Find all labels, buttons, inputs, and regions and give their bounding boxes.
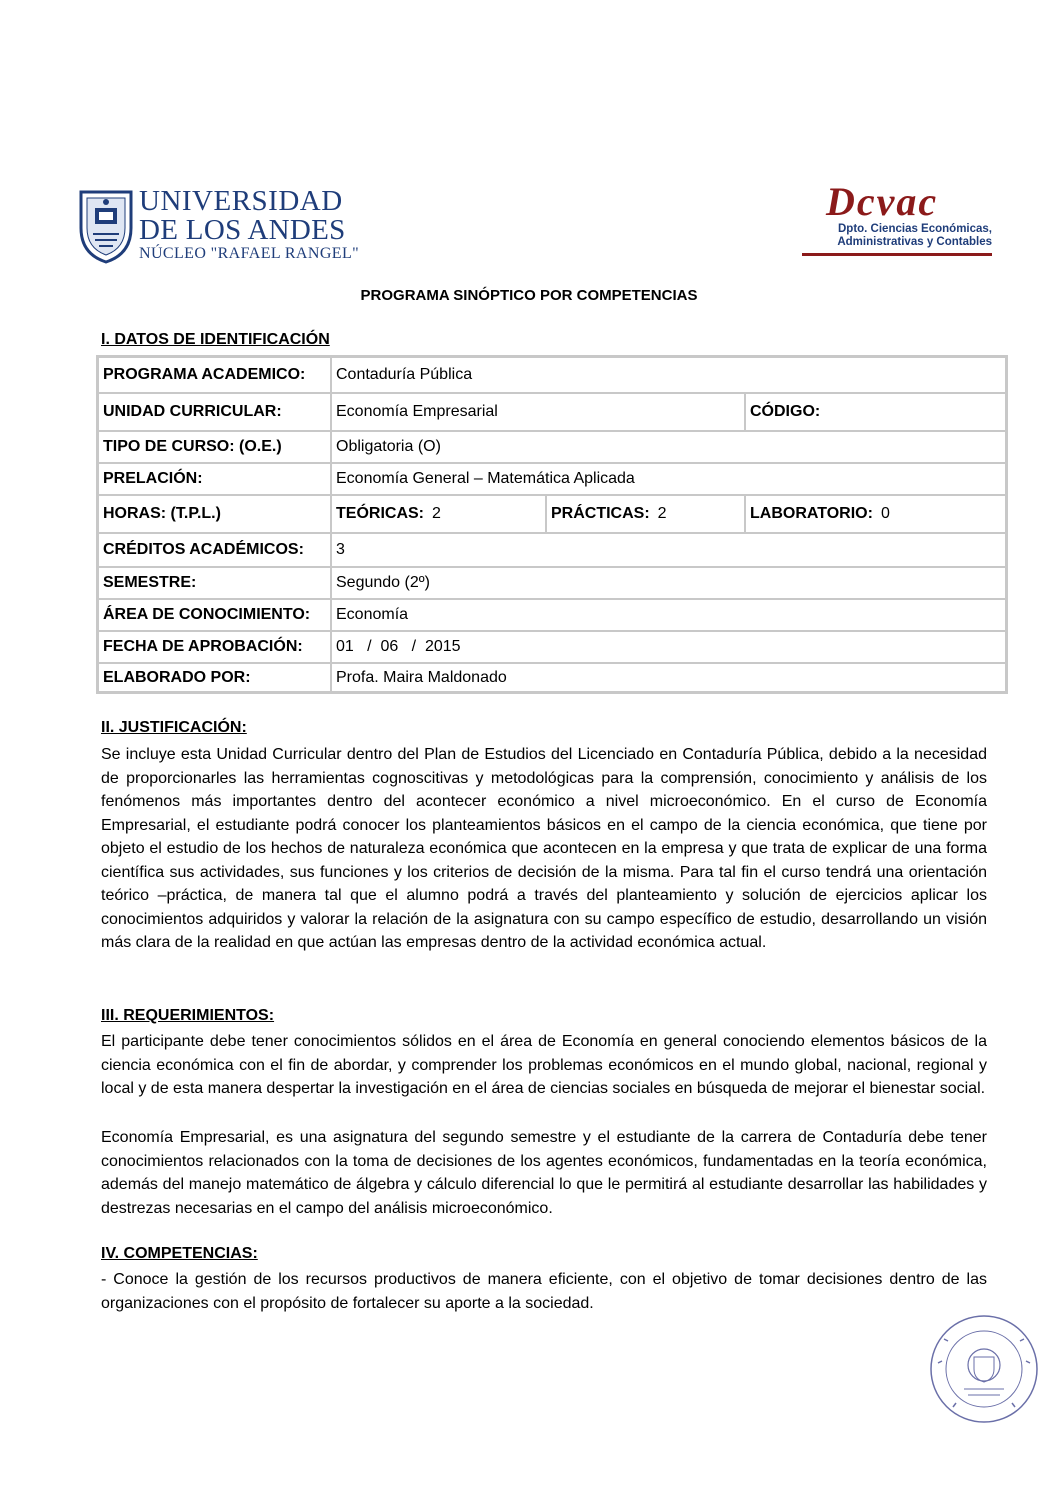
cell-laboratorio (745, 495, 1006, 533)
table-row-horas (98, 495, 1006, 533)
label-prelacion: PRELACIÓN: (98, 463, 331, 495)
requerimientos-paragraph-2: Economía Empresarial, es una asignatura del segundo semestre y el estudiante de la carrera de Contaduría debe tener conocimientos relacionados con la toma de decisiones de los agentes económicos, fundamentadas en la teoría económica, además del manejo matemático de álgebra y cálculo diferencial lo que le permitirá al estudiante desarrollar las habilidades y destrezas necesarias en el campo del análisis microeconómico. (101, 1129, 987, 1217)
section-competencias-heading: IV. COMPETENCIAS: (101, 1245, 258, 1262)
department-name-line2: Administrativas y Contables (837, 236, 992, 248)
teoricas-label: TEÓRICAS: (336, 505, 424, 522)
label-creditos: CRÉDITOS ACADÉMICOS: (98, 533, 331, 567)
label-semestre: SEMESTRE: (98, 567, 331, 599)
codigo-label: CÓDIGO: (750, 403, 821, 420)
value-unidad: Economía Empresarial (331, 393, 745, 431)
section-identification-heading: I. DATOS DE IDENTIFICACIÓN (101, 331, 330, 348)
value-prelacion: Economía General – Matemática Aplicada (331, 463, 1006, 495)
value-area: Economía (331, 599, 1006, 631)
label-area: ÁREA DE CONOCIMIENTO: (98, 599, 331, 631)
competencias-text: - Conoce la gestión de los recursos productivos de manera eficiente, con el objetivo de tomar decisiones dentro de las organizaciones con el propósito de fortalecer su aporte a la sociedad. (101, 1271, 987, 1312)
section-justificacion-heading: II. JUSTIFICACIÓN: (101, 719, 247, 736)
department-brand: Dcvac (826, 179, 939, 224)
label-unidad: UNIDAD CURRICULAR: (98, 393, 331, 431)
department-name-line1: Dpto. Ciencias Económicas, (837, 223, 992, 235)
university-name-line2: DE LOS ANDES (139, 214, 346, 246)
label-programa: PROGRAMA ACADEMICO: (98, 357, 331, 393)
laboratorio-label: LABORATORIO: (750, 505, 873, 522)
label-elaborado: ELABORADO POR: (98, 663, 331, 692)
university-seal-icon (75, 188, 137, 264)
table-row-fecha (98, 631, 1006, 663)
department-logo (802, 180, 992, 260)
department-logo-rule (802, 253, 992, 256)
label-horas: HORAS: (T.P.L.) (98, 495, 331, 533)
laboratorio-value: 0 (880, 505, 890, 522)
table-row-creditos (98, 533, 1006, 567)
cell-teoricas (331, 495, 546, 533)
department-stamp (928, 1313, 1040, 1425)
practicas-label: PRÁCTICAS: (551, 505, 650, 522)
requerimientos-paragraph-1: El participante debe tener conocimientos sólidos en el área de Economía en general conociendo elementos básicos de la ciencia económica con el fin de abordar, y comprender los problemas económicos en el mundo global, nacional, regional y local y de esta manera despertar la investigación en el área de ciencias sociales en búsqueda de mejorar el bienestar social. (101, 1033, 987, 1097)
label-fecha: FECHA DE APROBACIÓN: (98, 631, 331, 663)
document-title: PROGRAMA SINÓPTICO POR COMPETENCIAS (360, 287, 698, 304)
practicas-value: 2 (657, 505, 667, 522)
table-row-elaborado (98, 663, 1006, 692)
table-row-unidad (98, 393, 1006, 431)
label-codigo (745, 393, 1006, 431)
university-logo (75, 185, 360, 266)
university-name-line1: UNIVERSIDAD (139, 185, 343, 217)
value-programa: Contaduría Pública (331, 357, 1006, 393)
value-creditos: 3 (331, 533, 1006, 567)
label-tipo: TIPO DE CURSO: (O.E.) (98, 431, 331, 463)
value-semestre: Segundo (2º) (331, 567, 1006, 599)
value-fecha: 01 / 06 / 2015 (331, 631, 1006, 663)
value-elaborado: Profa. Maira Maldonado (331, 663, 1006, 692)
table-row-area (98, 599, 1006, 631)
section-requerimientos-heading: III. REQUERIMIENTOS: (101, 1007, 275, 1024)
teoricas-value: 2 (432, 505, 441, 522)
table-row-semestre (98, 567, 1006, 599)
table-row-tipo (98, 431, 1006, 463)
university-nucleo: NÚCLEO "RAFAEL RANGEL" (139, 245, 360, 262)
justificacion-text: Se incluye esta Unidad Curricular dentro del Plan de Estudios del Licenciado en Contaduría Pública, debido a la necesidad de proporcionarles las herramientas cognoscitivas y metodológicas para la comprensión, conocimiento y análisis de los fenómenos más importantes dentro del acontecer económico a nivel microeconómico. En el curso de Economía Empresarial, el estudiante podrá conocer los planteamientos básicos en el campo de la ciencia económica, que tiene por objeto el estudio de los hechos de naturaleza económica que acontecen en la empresa y que trata de explicar de una forma científica sus actividades, sus funciones y los criterios de decisión de la misma. Para tal fin el curso tendrá una orientación teórico –práctica, de manera tal que el alumno podrá a través del planteamiento y solución de ejercicios aplicar los conocimientos adquiridos y valorar la relación de la asignatura con su campo específico de estudio, desarrollando un visión más clara de la realidad en que actúan las empresas dentro de la actividad económica actual. (101, 746, 987, 951)
table-row-programa (98, 357, 1006, 393)
table-row-prelacion (98, 463, 1006, 495)
value-tipo: Obligatoria (O) (331, 431, 1006, 463)
cell-practicas (546, 495, 745, 533)
identification-table (96, 355, 1008, 694)
